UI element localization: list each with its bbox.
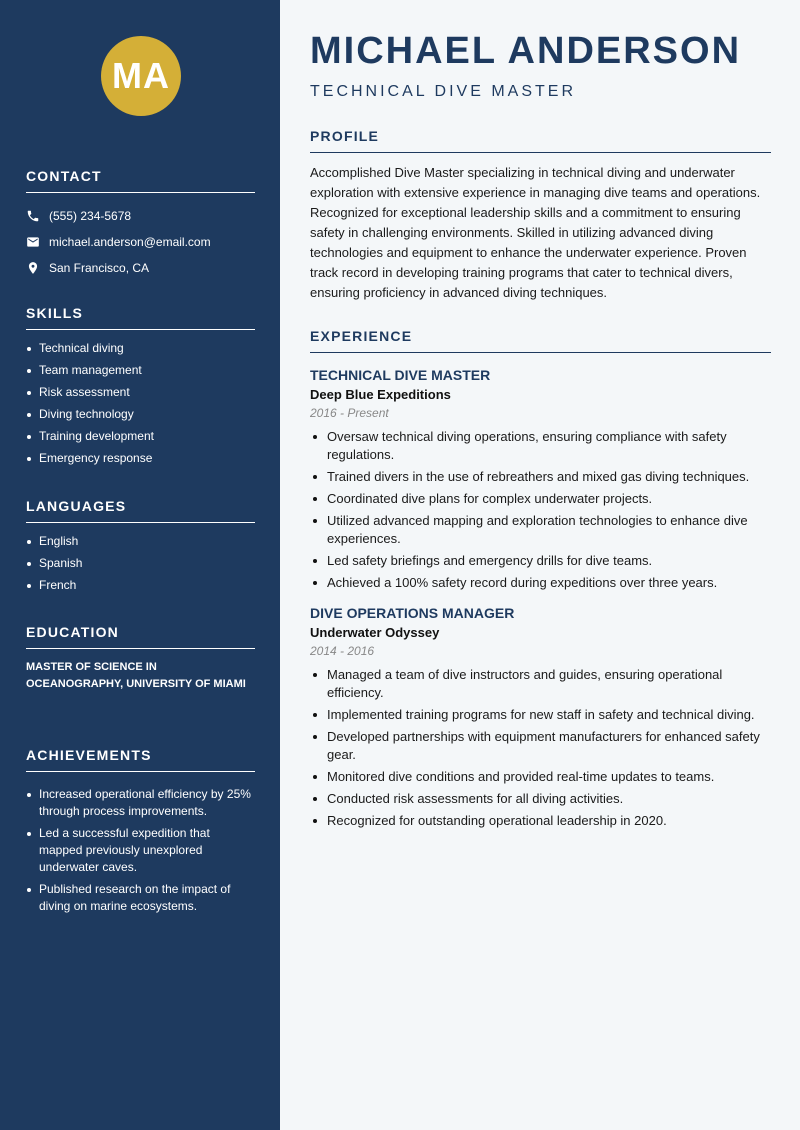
- languages-section: [26, 498, 255, 599]
- contact-location: [26, 255, 255, 281]
- job-entry: [310, 367, 771, 592]
- location-text: San Francisco, CA: [49, 261, 150, 275]
- list-item: Coordinated dive plans for complex underwater projects.: [310, 490, 771, 508]
- list-item: English: [26, 533, 255, 550]
- experience-heading: EXPERIENCE: [310, 328, 771, 353]
- email-text[interactable]: michael.anderson@email.com: [49, 235, 211, 249]
- skills-section: [26, 305, 255, 472]
- list-item: Team management: [26, 362, 255, 379]
- list-item: Emergency response: [26, 450, 255, 467]
- list-item: Training development: [26, 428, 255, 445]
- list-item: Monitored dive conditions and provided real-time updates to teams.: [310, 768, 771, 786]
- contact-section: [26, 168, 255, 281]
- list-item: Led safety briefings and emergency drills for dive teams.: [310, 552, 771, 570]
- list-item: Technical diving: [26, 340, 255, 357]
- job-dates: 2014 - 2016: [310, 644, 375, 658]
- email-icon: [26, 235, 40, 249]
- job-title: TECHNICAL DIVE MASTER: [310, 367, 491, 383]
- avatar-initials: MA: [112, 55, 170, 96]
- achievements-list: [26, 786, 255, 915]
- achievements-heading: ACHIEVEMENTS: [26, 747, 255, 772]
- phone-text: (555) 234-5678: [49, 209, 132, 223]
- languages-heading: LANGUAGES: [26, 498, 255, 523]
- job-entry: [310, 605, 771, 830]
- location-pin-icon: [26, 261, 40, 275]
- list-item: Published research on the impact of diving on marine ecosystems.: [26, 881, 255, 915]
- list-item: Spanish: [26, 555, 255, 572]
- list-item: Recognized for outstanding operational leadership in 2020.: [310, 812, 771, 830]
- profile-text: Accomplished Dive Master specializing in technical diving and underwater exploration with extensive experience in managing dive teams and operations. Recognized for exceptional leadership skills and a commitment to ensuring safety in challenging environments. Skilled in utilizing advanced diving technologies and equipment to enhance the underwater experience. Proven track record in developing training programs that cater to technical divers, ensuring proficiency in advanced diving techniques.: [310, 165, 761, 300]
- job-bullets: [310, 666, 771, 830]
- education-section: [26, 624, 255, 693]
- contact-phone: [26, 203, 255, 229]
- profile-heading: PROFILE: [310, 128, 771, 153]
- list-item: French: [26, 577, 255, 594]
- list-item: Utilized advanced mapping and exploration technologies to enhance dive experiences.: [310, 512, 771, 548]
- job-company: Deep Blue Expeditions: [310, 387, 451, 402]
- list-item: Led a successful expedition that mapped previously unexplored underwater caves.: [26, 825, 255, 876]
- phone-icon: [26, 209, 40, 223]
- list-item: Oversaw technical diving operations, ensuring compliance with safety regulations.: [310, 428, 771, 464]
- skills-heading: SKILLS: [26, 305, 255, 330]
- contact-email: [26, 229, 255, 255]
- languages-list: [26, 533, 255, 594]
- job-bullets: [310, 428, 771, 592]
- list-item: Implemented training programs for new staff in safety and technical diving.: [310, 706, 771, 724]
- list-item: Trained divers in the use of rebreathers and mixed gas diving techniques.: [310, 468, 771, 486]
- list-item: Risk assessment: [26, 384, 255, 401]
- list-item: Conducted risk assessments for all diving activities.: [310, 790, 771, 808]
- list-item: Managed a team of dive instructors and guides, ensuring operational efficiency.: [310, 666, 771, 702]
- job-company: Underwater Odyssey: [310, 625, 440, 640]
- candidate-name: MICHAEL ANDERSON: [310, 30, 742, 72]
- education-heading: EDUCATION: [26, 624, 255, 649]
- sidebar: [0, 0, 280, 1130]
- job-dates: 2016 - Present: [310, 406, 389, 420]
- experience-section: [310, 328, 771, 834]
- achievements-section: [26, 747, 255, 920]
- profile-section: [310, 128, 771, 303]
- education-degree: MASTER OF SCIENCE IN OCEANOGRAPHY, UNIVERSITY OF MIAMI: [26, 661, 246, 690]
- list-item: Achieved a 100% safety record during expeditions over three years.: [310, 574, 771, 592]
- list-item: Diving technology: [26, 406, 255, 423]
- contact-heading: CONTACT: [26, 168, 255, 193]
- list-item: Developed partnerships with equipment manufacturers for enhanced safety gear.: [310, 728, 771, 764]
- skills-list: [26, 340, 255, 467]
- list-item: Increased operational efficiency by 25% through process improvements.: [26, 786, 255, 820]
- avatar: [101, 36, 181, 116]
- job-title: DIVE OPERATIONS MANAGER: [310, 605, 515, 621]
- candidate-title: TECHNICAL DIVE MASTER: [310, 83, 576, 100]
